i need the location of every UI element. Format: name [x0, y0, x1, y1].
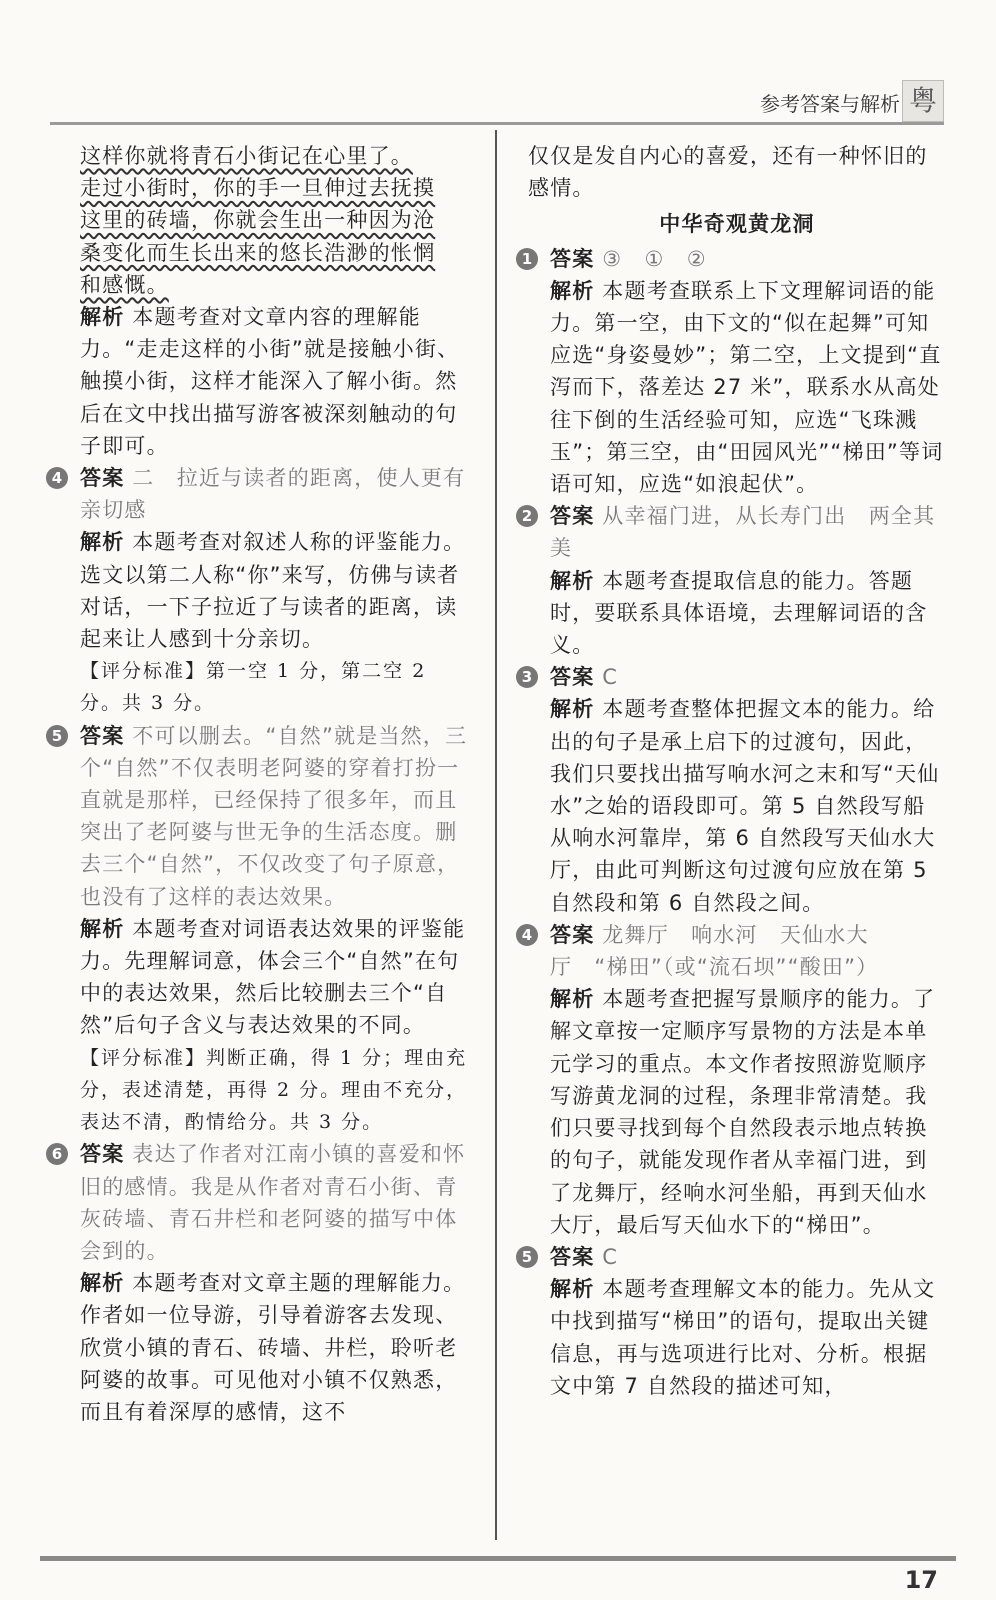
answer-label: 答案 [550, 246, 595, 271]
answer-label: 答案 [80, 723, 125, 748]
lead-answer-line: 这样你就将青石小街记在心里了。 [80, 144, 413, 168]
answer-text: 表达了作者对江南小镇的喜爱和怀旧的感情。我是从作者对青石小街、青灰砖墙、青石井栏和老阿婆的描写中体会到的。 [80, 1142, 466, 1263]
answer-label: 答案 [550, 1244, 595, 1269]
analysis-text: 本题考查整体把握文本的能力。给出的句子是承上启下的过渡句，因此，我们只要找出描写响水河之末和写“天仙水”之始的语段即可。第 5 自然段写船从响水河靠岸，第 6 自然段写天仙水大厅，由此可判断这句过渡句应放在第 5 自然段和第 6 自然段之间。 [550, 697, 940, 915]
scoring-standard: 【评分标准】判断正确，得 1 分；理由充分，表述清楚，再得 2 分。理由不充分，表达不清，酌情给分。共 3 分。 [80, 1046, 468, 1134]
analysis-label: 解析 [550, 568, 595, 593]
answer-text: C [602, 1244, 619, 1269]
analysis-text: 本题考查对词语表达效果的评鉴能力。先理解词意，体会三个“自然”在句中的表达效果，然后比较删去三个“自然”后句子含义与表达效果的不同。 [80, 916, 466, 1038]
analysis-label: 解析 [550, 1277, 595, 1302]
analysis-label: 解析 [550, 987, 595, 1012]
answer-text: 龙舞厅 响水河 天仙水大厅 “梯田”（或“流石坝”“酸田”） [550, 922, 879, 980]
question-3 [521, 661, 946, 919]
analysis-label: 解析 [80, 916, 125, 941]
running-header-title: 参考答案与解析 [760, 92, 900, 116]
lead-answer-line: 这里的砖墙，你就会生出一种因为沧 [80, 208, 436, 233]
answer-label: 答案 [80, 1142, 125, 1167]
question-number-badge: 2 [516, 505, 538, 527]
left-column [51, 140, 468, 1428]
analysis-text: 本题考查对叙述人称的评鉴能力。选文以第二人称“你”来写，仿佛与读者对话，一下子拉近了与读者的距离，读起来让人感到十分亲切。 [80, 530, 466, 652]
page-number: 17 [904, 1566, 938, 1594]
question-number-badge: 3 [516, 666, 538, 688]
question-number-badge: 5 [516, 1246, 538, 1268]
question-5 [51, 720, 468, 1139]
continued-analysis: 仅仅是发自内心的喜爱，还有一种怀旧的感情。 [528, 144, 928, 201]
answer-label: 答案 [550, 665, 595, 690]
analysis-text: 本题考查对文章主题的理解能力。作者如一位导游，引导着游客去发现、欣赏小镇的青石、砖墙、井栏，聆听老阿婆的故事。可见他对小镇不仅熟悉，而且有着深厚的感情，这不 [80, 1271, 466, 1424]
question-number-badge: 5 [46, 725, 68, 747]
section-title: 中华奇观黄龙洞 [659, 212, 815, 237]
question-number-badge: 6 [46, 1143, 68, 1165]
answer-text: C [602, 665, 619, 690]
analysis-label: 解析 [550, 278, 595, 303]
lead-answer-block [58, 140, 468, 301]
analysis-text: 本题考查理解文本的能力。先从文中找到描写“梯田”的语句，提取出关键信息，再与选项进行比对、分析。根据文中第 7 自然段的描述可知， [550, 1277, 936, 1398]
question-4-right [521, 919, 946, 1241]
question-1 [521, 243, 946, 501]
answer-label: 答案 [550, 922, 595, 947]
question-4 [51, 462, 468, 720]
question-5-right [521, 1241, 946, 1402]
analysis-text: 本题考查提取信息的能力。答题时，要联系具体语境，去理解词语的含义。 [550, 568, 928, 658]
edition-badge: 粤 [902, 80, 944, 122]
answer-text: 不可以删去。“自然”就是当然，三个“自然”不仅表明老阿婆的穿着打扮一直就是那样，已经保持了很多年，而且突出了老阿婆与世无争的生活态度。删去三个“自然”，不仅改变了句子原意，也没有了这样的表达效果。 [80, 723, 468, 909]
question-number-badge: 4 [46, 467, 68, 489]
question-number-badge: 4 [516, 924, 538, 946]
right-column [521, 140, 946, 1402]
column-divider [495, 130, 497, 1540]
answer-text: 二 拉近与读者的距离，使人更有亲切感 [80, 466, 466, 523]
question-number-badge: 1 [516, 248, 538, 270]
lead-answer-line: 和感慨。 [80, 272, 169, 297]
analysis-label: 解析 [80, 530, 125, 555]
analysis-text: 本题考查联系上下文理解词语的能力。第一空，由下文的“似在起舞”可知应选“身姿曼妙”；第二空，上文提到“直泻而下，落差达 27 米”，联系水从高处往下倒的生活经验可知，应选“飞珠溅玉”；第三空，由“田园风光”“梯田”等词语可知，应选“如浪起伏”。 [550, 278, 944, 497]
lead-answer-line: 桑变化而生长出来的悠长浩渺的怅惘 [80, 240, 436, 265]
answer-label: 答案 [550, 504, 595, 529]
header-rule [50, 122, 944, 125]
analysis-label: 解析 [80, 1271, 125, 1296]
lead-answer-line: 走过小街时，你的手一旦伸过去抚摸 [80, 176, 436, 201]
scoring-standard: 【评分标准】第一空 1 分，第二空 2 分。共 3 分。 [80, 660, 427, 715]
footer-rule [40, 1556, 956, 1561]
question-6 [51, 1138, 468, 1428]
question-2 [521, 500, 946, 661]
answer-label: 答案 [80, 466, 125, 491]
analysis-text: 本题考查把握写景顺序的能力。了解文章按一定顺序写景物的方法是本单元学习的重点。本文作者按照游览顺序写游黄龙洞的过程，条理非常清楚。我们只要寻找到每个自然段表示地点转换的句子，就能发现作者从幸福门进，到了龙舞厅，经响水河坐船，再到天仙水大厅，最后写天仙水下的“梯田”。 [550, 987, 936, 1237]
analysis-label: 解析 [550, 697, 595, 722]
answer-text: 从幸福门进，从长寿门出 两全其美 [550, 504, 936, 561]
lead-analysis: 解析 本题考查对文章内容的理解能力。“走走这样的小街”就是接触小街、触摸小街，这样才能深入了解小街。然后在文中找出描写游客被深刻触动的句子即可。 [80, 305, 460, 458]
analysis-label: 解析 [80, 305, 125, 330]
answer-text: ③ ① ② [602, 246, 707, 271]
